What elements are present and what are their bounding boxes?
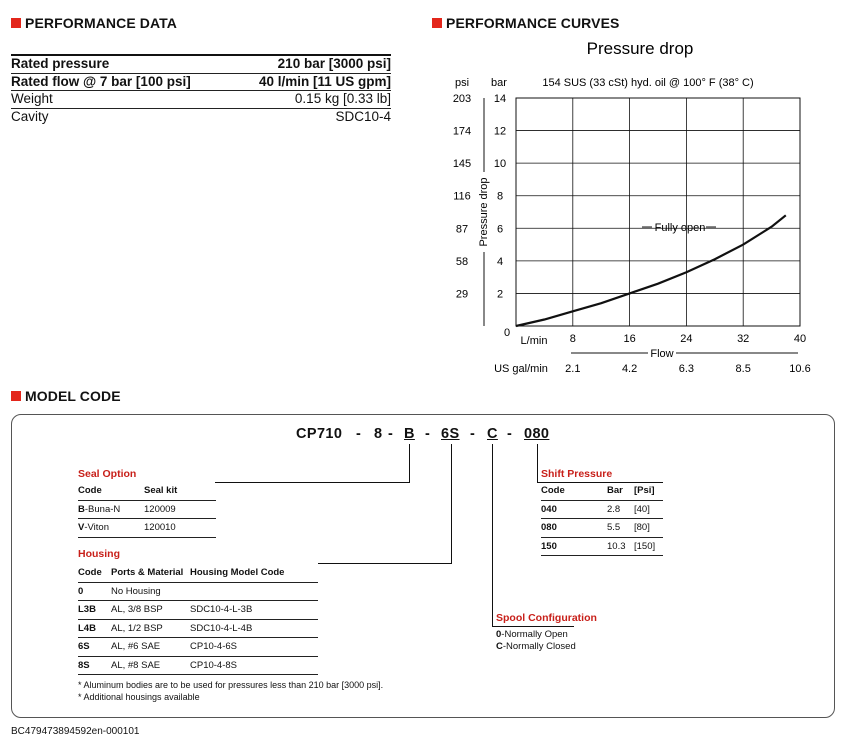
col-ports-material: Ports & Material — [111, 567, 184, 578]
y-tick-label-secondary: 29 — [455, 288, 469, 301]
table-header-row — [78, 564, 318, 583]
y-tick-label: 4 — [496, 255, 504, 268]
housing-code: 6S — [78, 641, 90, 652]
rated-pressure-label: Rated pressure — [11, 56, 110, 71]
y-tick-label-secondary: 87 — [455, 223, 469, 236]
shift-bar: 10.3 — [607, 540, 626, 552]
cavity-value: SDC10-4 — [335, 108, 391, 124]
code-part-housing: 6S — [441, 426, 460, 442]
housing-ports: AL, #6 SAE — [111, 641, 161, 652]
x-axis-label: Flow — [650, 348, 674, 360]
code-separator: - — [388, 426, 394, 442]
housing-connector — [318, 563, 452, 564]
x-tick-label: 40 — [793, 333, 807, 345]
seal-code: B-Buna-N — [78, 503, 121, 515]
housing-code: 0 — [78, 585, 84, 597]
housing-code: L3B — [78, 604, 96, 615]
y-tick-label: 10 — [493, 158, 507, 171]
col-code: Code — [78, 485, 102, 496]
y-tick-label: 6 — [496, 223, 504, 236]
code-part-base: CP710 — [296, 426, 343, 442]
spool-configuration-title: Spool Configuration — [496, 612, 597, 624]
housing-code: 8S — [78, 659, 90, 671]
code-part-seal: B — [404, 426, 415, 442]
series-label-fully-open: Fully open — [654, 222, 706, 234]
y-tick-label-secondary: 145 — [452, 158, 472, 171]
housing-table — [78, 564, 318, 675]
x-tick-label-secondary: 4.2 — [621, 363, 638, 375]
shift-psi: [80] — [634, 522, 650, 533]
chart-grid — [516, 98, 800, 326]
table-row — [78, 583, 318, 602]
seal-connector — [215, 482, 410, 483]
y-tick-label-secondary: 58 — [455, 255, 469, 268]
code-separator: - — [507, 426, 513, 442]
x-tick-label: 16 — [623, 333, 636, 345]
shift-psi: [40] — [634, 503, 650, 515]
cavity-label: Cavity — [11, 108, 49, 124]
y-tick-label-secondary: 174 — [452, 125, 472, 138]
y-unit-psi: psi — [454, 77, 470, 89]
housing-notes — [78, 679, 383, 703]
housing-note: * Additional housings available — [78, 692, 200, 702]
shift-psi: [150] — [634, 540, 656, 552]
red-square-icon — [11, 391, 21, 401]
housing-model: SDC10-4-L-4B — [190, 622, 253, 634]
col-bar: Bar — [607, 485, 623, 496]
y-tick-label: 14 — [493, 93, 507, 105]
housing-ports: AL, #8 SAE — [111, 659, 161, 671]
housing-ports: No Housing — [111, 585, 161, 597]
housing-connector — [451, 444, 452, 564]
table-row — [78, 638, 318, 657]
x-tick-labels — [565, 333, 811, 375]
y-tick-label: 8 — [496, 190, 504, 203]
shift-connector — [537, 444, 538, 483]
table-row — [541, 519, 663, 538]
housing-model: CP10-4-8S — [190, 659, 237, 671]
x-tick-label: 32 — [737, 333, 750, 345]
seal-kit: 120010 — [144, 522, 176, 533]
y-tick-label-secondary: 203 — [452, 93, 472, 105]
list-item: C-Normally Closed — [496, 641, 576, 652]
weight-label: Weight — [11, 91, 53, 106]
table-row — [78, 657, 318, 676]
chart-subtitle: 154 SUS (33 cSt) hyd. oil @ 100° F (38° C) — [542, 77, 754, 89]
table-row — [78, 620, 318, 639]
col-housing-model: Housing Model Code — [190, 567, 285, 578]
spool-connector — [492, 444, 493, 627]
y-tick-label: 12 — [493, 125, 507, 138]
housing-model: CP10-4-6S — [190, 641, 237, 652]
shift-bar: 2.8 — [607, 503, 621, 515]
chart-title: Pressure drop — [586, 39, 694, 58]
housing-ports: AL, 3/8 BSP — [111, 604, 163, 615]
seal-option-table — [78, 482, 216, 538]
shift-code: 080 — [541, 522, 557, 533]
col-seal-kit: Seal kit — [144, 485, 178, 496]
x-unit-usgal: US gal/min — [494, 363, 548, 375]
table-header-row — [541, 482, 663, 501]
shift-pressure-title: Shift Pressure — [541, 468, 613, 480]
shift-code: 040 — [541, 503, 557, 515]
housing-note: * Aluminum bodies are to be used for pressures less than 210 bar [3000 psi]. — [78, 680, 384, 690]
table-row — [541, 538, 663, 557]
x-tick-label-secondary: 10.6 — [789, 363, 811, 375]
seal-code: V-Viton — [78, 522, 109, 533]
x-tick-label-secondary: 6.3 — [678, 363, 695, 375]
seal-connector — [409, 444, 410, 483]
code-separator: - — [356, 426, 362, 442]
shift-bar: 5.5 — [607, 522, 621, 533]
code-part-shift: 080 — [524, 426, 550, 442]
code-part-size: 8 — [374, 426, 383, 442]
x-tick-label-secondary: 8.5 — [735, 363, 751, 375]
col-code: Code — [78, 567, 102, 578]
y-tick-label: 2 — [496, 288, 504, 301]
table-row — [541, 501, 663, 520]
table-header-row — [78, 482, 216, 501]
spool-connector — [492, 626, 574, 627]
spool-configuration-list — [496, 629, 576, 653]
weight-value: 0.15 kg [0.33 lb] — [294, 91, 391, 106]
model-code-title: MODEL CODE — [25, 388, 121, 404]
x-tick-label-secondary: 2.1 — [565, 363, 581, 375]
y-axis-label: Pressure drop — [478, 177, 490, 247]
rated-pressure-value: 210 bar [3000 psi] — [277, 56, 391, 71]
code-separator: - — [425, 426, 431, 442]
col-code: Code — [541, 485, 565, 496]
housing-title: Housing — [78, 548, 120, 560]
col-psi: [Psi] — [634, 485, 655, 496]
y-unit-bar: bar — [491, 77, 507, 89]
table-row — [78, 601, 318, 620]
x-unit-lmin: L/min — [520, 335, 548, 347]
list-item: 0-Normally Open — [496, 629, 568, 640]
housing-ports: AL, 1/2 BSP — [111, 622, 163, 634]
seal-option-title: Seal Option — [78, 468, 137, 480]
shift-code: 150 — [541, 540, 557, 552]
rated-flow-value: 40 l/min [11 US gpm] — [258, 73, 391, 89]
model-code-heading — [11, 388, 121, 404]
code-part-spool: C — [487, 426, 498, 442]
y-tick-label-secondary: 116 — [453, 190, 471, 203]
document-id: BC479473894592en-000101 — [11, 726, 140, 737]
plot-frame — [516, 98, 800, 326]
x-tick-label: 8 — [569, 333, 576, 345]
rated-flow-label: Rated flow @ 7 bar [100 psi] — [11, 73, 191, 89]
shift-pressure-table — [541, 482, 663, 556]
origin-label: 0 — [503, 327, 511, 339]
table-row — [78, 501, 216, 520]
fully-open-curve — [516, 215, 786, 326]
x-tick-label: 24 — [680, 333, 693, 345]
code-separator: - — [470, 426, 476, 442]
housing-code: L4B — [78, 622, 96, 634]
performance-curves-title: PERFORMANCE CURVES — [446, 15, 620, 31]
performance-data-title: PERFORMANCE DATA — [25, 15, 177, 31]
housing-model: SDC10-4-L-3B — [190, 604, 253, 615]
seal-kit: 120009 — [144, 503, 176, 515]
table-row — [78, 519, 216, 538]
